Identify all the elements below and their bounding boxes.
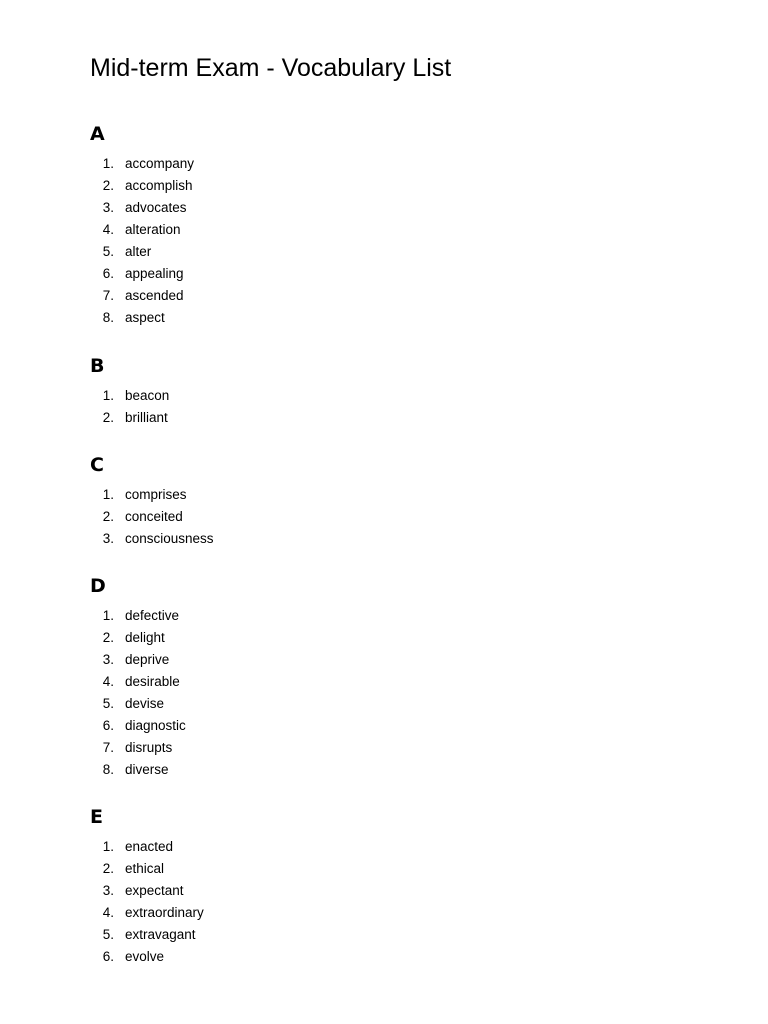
vocab-word: delight: [125, 630, 165, 645]
item-number: 2.: [102, 509, 114, 524]
item-number: 3.: [102, 652, 114, 667]
section-e: [90, 804, 204, 968]
vocab-word: extravagant: [125, 927, 196, 942]
vocab-word: accomplish: [125, 178, 193, 193]
item-number: 3.: [102, 531, 114, 546]
item-number: 1.: [102, 839, 114, 854]
section-letter: A: [90, 123, 105, 145]
item-number: 1.: [102, 388, 114, 403]
item-number: 1.: [102, 156, 114, 171]
section-a: [90, 121, 194, 329]
vocab-word: alteration: [125, 222, 181, 237]
item-number: 3.: [102, 200, 114, 215]
list-item: [90, 285, 194, 307]
list-item: [90, 197, 194, 219]
item-number: 8.: [102, 762, 114, 777]
list-item: [90, 902, 204, 924]
list-item: [90, 605, 186, 627]
item-number: 7.: [102, 288, 114, 303]
item-number: 8.: [102, 310, 114, 325]
section-letter: C: [90, 454, 104, 476]
list-item: [90, 528, 214, 550]
vocab-word: comprises: [125, 487, 187, 502]
list-item: [90, 946, 204, 968]
item-number: 4.: [102, 222, 114, 237]
item-number: 5.: [102, 244, 114, 259]
item-number: 2.: [102, 410, 114, 425]
vocab-word: advocates: [125, 200, 187, 215]
vocab-word: appealing: [125, 266, 184, 281]
list-item: [90, 407, 169, 429]
list-item: [90, 506, 214, 528]
list-item: [90, 858, 204, 880]
vocab-word: expectant: [125, 883, 184, 898]
list-item: [90, 737, 186, 759]
item-number: 2.: [102, 861, 114, 876]
list-item: [90, 153, 194, 175]
vocab-word: conceited: [125, 509, 183, 524]
item-number: 5.: [102, 696, 114, 711]
vocab-word: aspect: [125, 310, 165, 325]
item-number: 6.: [102, 949, 114, 964]
item-number: 7.: [102, 740, 114, 755]
list-item: [90, 627, 186, 649]
vocab-word: consciousness: [125, 531, 214, 546]
list-item: [90, 693, 186, 715]
item-number: 6.: [102, 718, 114, 733]
section-c: [90, 452, 214, 550]
vocab-word: diverse: [125, 762, 169, 777]
word-list: [90, 836, 204, 968]
vocab-word: extraordinary: [125, 905, 204, 920]
section-letter: D: [90, 575, 106, 597]
list-item: [90, 484, 214, 506]
vocab-word: evolve: [125, 949, 165, 964]
item-number: 6.: [102, 266, 114, 281]
item-number: 2.: [102, 630, 114, 645]
item-number: 2.: [102, 178, 114, 193]
item-number: 1.: [102, 608, 114, 623]
item-number: 3.: [102, 883, 114, 898]
item-number: 5.: [102, 927, 114, 942]
vocab-word: brilliant: [125, 410, 168, 425]
vocab-word: alter: [125, 244, 152, 259]
section-d: [90, 573, 186, 781]
list-item: [90, 175, 194, 197]
list-item: [90, 263, 194, 285]
vocab-word: enacted: [125, 839, 174, 854]
list-item: [90, 715, 186, 737]
word-list: [90, 153, 194, 329]
vocab-word: accompany: [125, 156, 195, 171]
word-list: [90, 605, 186, 781]
item-number: 4.: [102, 674, 114, 689]
vocab-word: ethical: [125, 861, 165, 876]
list-item: [90, 307, 194, 329]
page-title: Mid-term Exam - Vocabulary List: [90, 54, 452, 82]
list-item: [90, 924, 204, 946]
item-number: 1.: [102, 487, 114, 502]
section-b: [90, 353, 169, 429]
list-item: [90, 219, 194, 241]
vocab-word: beacon: [125, 388, 170, 403]
vocab-word: desirable: [125, 674, 180, 689]
list-item: [90, 759, 186, 781]
vocab-word: deprive: [125, 652, 170, 667]
vocab-word: diagnostic: [125, 718, 186, 733]
vocab-word: disrupts: [125, 740, 173, 755]
item-number: 4.: [102, 905, 114, 920]
list-item: [90, 385, 169, 407]
vocab-word: defective: [125, 608, 180, 623]
vocab-word: devise: [125, 696, 165, 711]
vocab-word: ascended: [125, 288, 184, 303]
word-list: [90, 484, 214, 550]
list-item: [90, 649, 186, 671]
list-item: [90, 241, 194, 263]
section-letter: B: [90, 355, 105, 377]
list-item: [90, 671, 186, 693]
list-item: [90, 836, 204, 858]
section-letter: E: [90, 806, 103, 828]
list-item: [90, 880, 204, 902]
word-list: [90, 385, 169, 429]
